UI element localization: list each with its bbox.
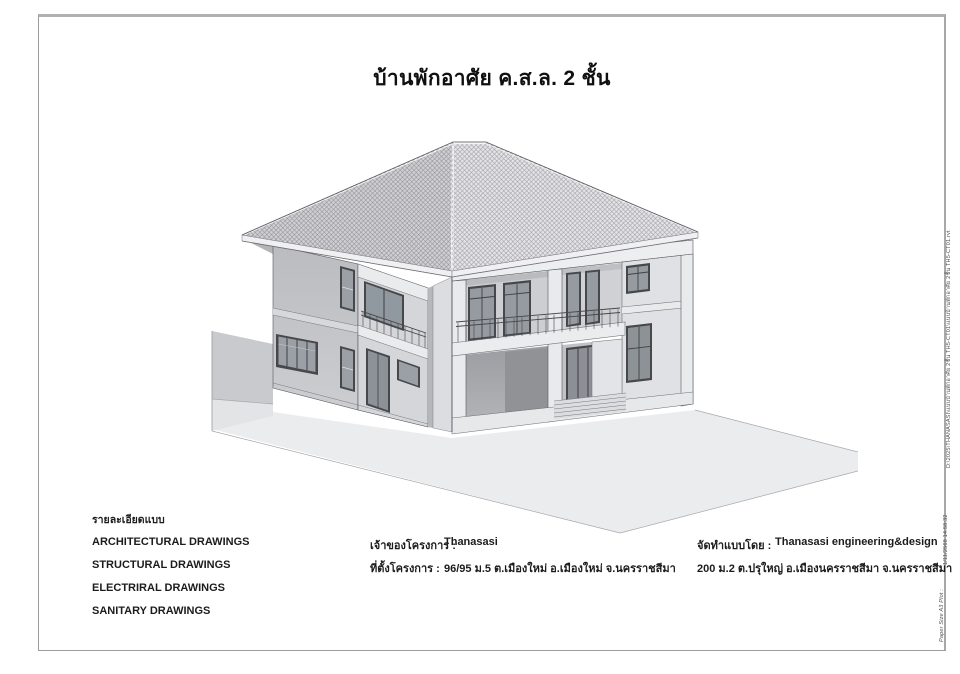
owner-value: Thanasasi (444, 536, 498, 548)
drawing-list-item: SANITARY DRAWINGS (92, 605, 211, 617)
house (242, 142, 698, 434)
window (340, 346, 355, 392)
drawing-list-item: STRUCTURAL DRAWINGS (92, 559, 231, 571)
location-value: 96/95 ม.5 ต.เมืองใหม่ อ.เมืองใหม่ จ.นครราชสีมา (444, 563, 676, 575)
drawing-list-item: ARCHITECTURAL DRAWINGS (92, 536, 250, 548)
designer-label: จัดทำแบบโดย : (697, 540, 772, 552)
window (626, 323, 652, 383)
page-title: บ้านพักอาศัย ค.ส.ล. 2 ชั้น (373, 67, 611, 90)
designer-address: 200 ม.2 ต.ปรุใหญ่ อ.เมืองนครราชสีมา จ.นครราชสีมา (697, 563, 953, 575)
window (340, 266, 355, 312)
designer-value: Thanasasi engineering&design (775, 536, 938, 548)
footer-heading: รายละเอียดแบบ (92, 514, 165, 526)
window (626, 263, 650, 294)
plot-stamp-paper-note: Paper Size A3 Plot : (939, 588, 945, 642)
entry-projection (358, 264, 452, 432)
plot-stamp-datetime: 1/11/2568 14:58:32 (943, 514, 949, 565)
location-label: ที่ตั้งโครงการ : (370, 563, 440, 575)
plot-stamp-filepath: D:\2025\THANASASI\แบบบ้านพักอาศัย 2ชั้น TH5-CT01\แบบบ้านพักอาศัย 2ชั้น TH5-CT01.rvt (946, 230, 952, 468)
entry-door (366, 348, 390, 413)
drawing-list-item: ELECTRIRAL DRAWINGS (92, 582, 226, 594)
owner-label: เจ้าของโครงการ : (370, 540, 456, 552)
